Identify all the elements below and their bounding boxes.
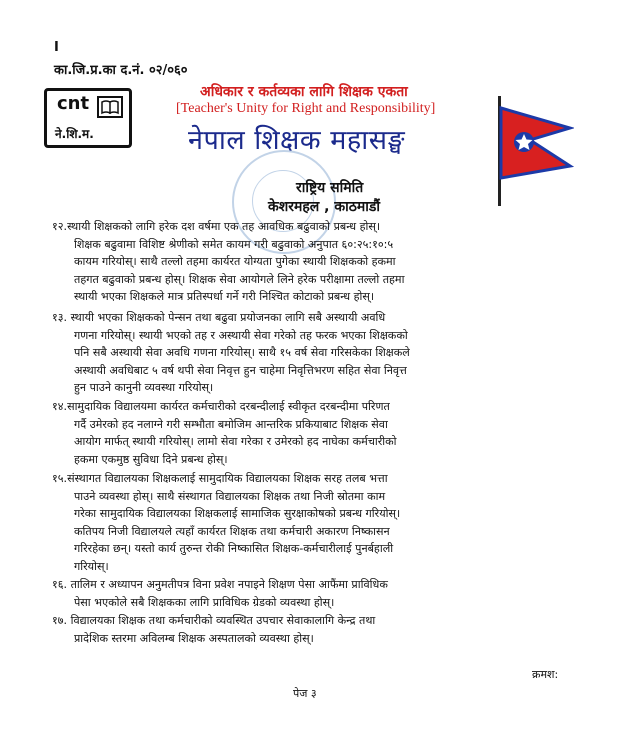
demand-item-12	[52, 218, 572, 306]
demand-item-16	[52, 576, 572, 611]
organization-name: नेपाल शिक्षक महासङ्घ	[188, 125, 406, 156]
item-line: गरियोस्।	[74, 559, 109, 573]
item-line: स्थायी भएका शिक्षकले मात्र प्रतिस्पर्धा गर्ने गरी निश्चित कोटाको प्रबन्ध होस्।	[74, 290, 375, 303]
item-line: प्रादेशिक स्तरमा अविलम्ब शिक्षक अस्पतालको व्यवस्था होस्।	[74, 631, 314, 645]
demand-item-15	[52, 470, 572, 575]
demand-item-17	[52, 612, 572, 647]
item-line: पेसा भएकोले सबै शिक्षकका लागि प्राविधिक ग्रेडको व्यवस्था होस्।	[74, 595, 335, 609]
item-line: १४.सामुदायिक विद्यालयमा कार्यरत कर्मचारीको दरबन्दीलाई स्वीकृत दरबन्दीमा परिणत	[52, 400, 390, 413]
flag-icon	[494, 96, 574, 206]
motto-nepali: अधिकार र कर्तव्यका लागि शिक्षक एकता	[200, 84, 408, 100]
item-line: १६. तालिम र अध्यापन अनुमतीपत्र विना प्रवेश नपाइने शिक्षण पेसा आफैंमा प्राविधिक	[52, 578, 388, 591]
item-line: शिक्षक बढुवामा विशिष्ट श्रेणीको समेत कायम गरी बढुवाको अनुपात ६०:२५:१०:५	[74, 237, 394, 251]
item-line: गर्दै उमेरको हद नलाग्ने गरी सम्भौता बमोजिम आन्तरिक प्रकियाबाट शिक्षक सेवा	[74, 417, 388, 431]
organization-logo	[44, 88, 132, 148]
item-line: कायम गरियोस्। साथै तल्लो तहमा कार्यरत योग्यता पुगेका स्थायी शिक्षकको हकमा	[74, 255, 396, 268]
item-line: गणना गरियोस्। स्थायी भएको तह र अस्थायी सेवा गरेको तह फरक भएका शिक्षकको	[74, 328, 408, 342]
item-line: आयोग मार्फत् स्थायी गरियोस्। लामो सेवा गरेका र उमेरको हद नाघेका कर्मचारीको	[74, 435, 397, 448]
logo-abbreviation: ने.शि.म.	[55, 127, 94, 141]
item-line: हकमा एकमुष्ठ सुविधा दिने प्रबन्ध होस्।	[74, 452, 228, 466]
book-icon	[97, 95, 123, 119]
page-number: पेज ३	[293, 687, 317, 700]
item-line: तहगत बढुवाको प्रबन्ध होस्। शिक्षक सेवा आयोगले लिने हरेक परीक्षामा तल्लो तहमा	[74, 272, 405, 286]
corner-mark: I	[54, 40, 59, 55]
item-line: १७. विद्यालयका शिक्षक तथा कर्मचारीको व्यवस्थित उपचार सेवाकालागि केन्द्र तथा	[52, 614, 376, 627]
item-line: १५.संस्थागत विद्यालयका शिक्षकलाई सामुदायिक विद्यालयका शिक्षक सरह तलब भत्ता	[52, 472, 388, 485]
item-line: पाउने व्यवस्था होस्। साथै संस्थागत विद्यालयका शिक्षक तथा निजी स्रोतमा काम	[74, 489, 386, 503]
registration-number: का.जि.प्र.का द.नं. ०२/०६०	[54, 63, 188, 78]
item-line: गरिरहेका छन्। यस्तो कार्य तुरुन्त रोकी निष्कासित शिक्षक-कर्मचारीलाई पुनर्बहाली	[74, 542, 394, 555]
logo-text: cnt	[57, 93, 90, 114]
item-line: गरेका सामुदायिक विद्यालयका शिक्षकलाई सामाजिक सुरक्षाकोषको प्रबन्ध गरियोस्।	[74, 507, 401, 520]
item-line: कतिपय निजी विद्यालयले त्यहाँ कार्यरत शिक्षक तथा कर्मचारी अकारण निष्कासन	[74, 524, 390, 538]
item-line: १३. स्थायी भएका शिक्षकको पेन्सन तथा बढुवा प्रयोजनका लागि सबै अस्थायी अवधि	[52, 311, 386, 324]
committee-name: राष्ट्रिय समिति	[296, 180, 364, 196]
motto-english: [Teacher's Unity for Right and Responsibility]	[176, 101, 436, 116]
office-location: केशरमहल , काठमाडौं	[268, 199, 380, 215]
item-line: अस्थायी अवधिबाट ५ वर्ष थपी सेवा निवृत्त हुन चाहेमा निवृत्तिभरण सहित सेवा निवृत्त	[74, 363, 407, 377]
continued-note: क्रमश:	[532, 668, 559, 681]
item-line: हुन पाउने कानुनी व्यवस्था गरियोस्।	[74, 381, 214, 394]
item-line: १२.स्थायी शिक्षकको लागि हरेक दश वर्षमा एक तह आवधिक बढुवाको प्रबन्ध होस्।	[52, 220, 381, 233]
demand-item-13	[52, 309, 572, 397]
item-line: पनि सबै अस्थायी सेवा अवधि गणना गरियोस्। साथै १५ वर्ष सेवा गरिसकेका शिक्षकले	[74, 346, 410, 359]
demand-item-14	[52, 398, 572, 468]
